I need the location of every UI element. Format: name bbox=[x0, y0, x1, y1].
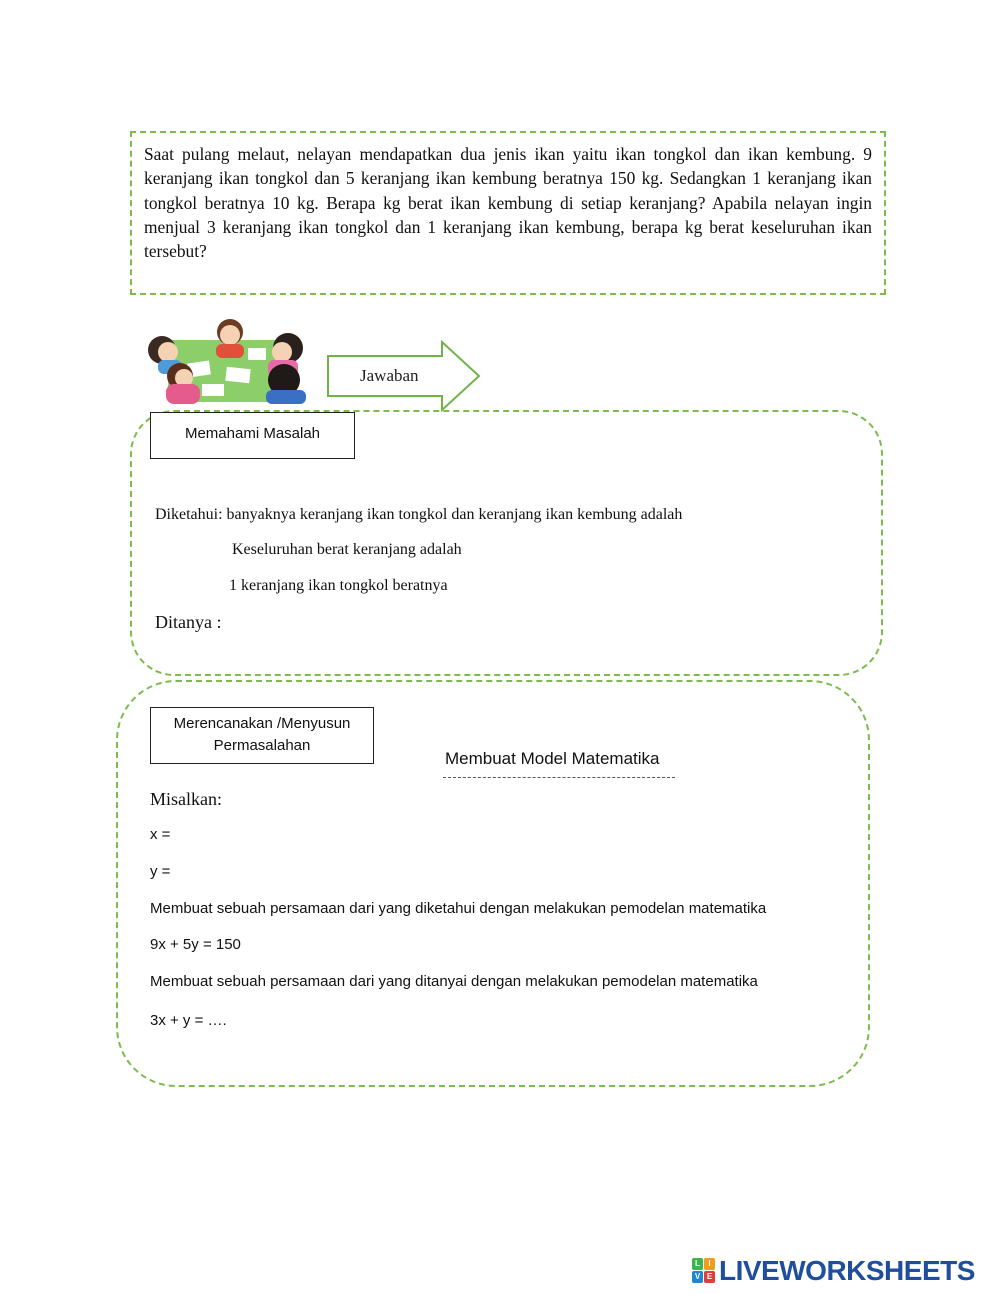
problem-box bbox=[130, 131, 886, 295]
understand-problem-title: Memahami Masalah bbox=[150, 412, 355, 459]
plan-title bbox=[150, 707, 374, 764]
model-title-underline bbox=[443, 777, 675, 778]
known-line-2: Keseluruhan berat keranjang adalah bbox=[232, 541, 462, 558]
known-line-1: Diketahui: banyaknya keranjang ikan tongkol dan keranjang ikan kembung adalah bbox=[155, 506, 683, 523]
answer-label: Jawaban bbox=[360, 366, 419, 385]
plan-title-line-2: Permasalahan bbox=[213, 737, 311, 754]
logo-mark-letter-e: E bbox=[704, 1271, 715, 1283]
model-description-known: Membuat sebuah persamaan dari yang diketahui dengan melakukan pemodelan matematika bbox=[150, 900, 767, 917]
let-label: Misalkan: bbox=[150, 789, 222, 809]
equation-known: 9x + 5y = 150 bbox=[150, 936, 241, 953]
problem-text: Saat pulang melaut, nelayan mendapatkan dua jenis ikan yaitu ikan tongkol dan ikan kembung. 9 keranjang ikan tongkol dan 5 keranjang ikan kembung beratnya 150 kg. Sedangkan 1 keranjang ikan tongkol beratnya 10 kg. Berapa kg berat ikan kembung di setiap keranjang? Apabila nelayan ingin menjual 3 keranjang ikan tongkol dan 1 keranjang ikan kembung, berapa kg berat keseluruhan ikan tersebut? bbox=[144, 144, 872, 262]
plan-title-line-1: Merencanakan /Menyusun bbox=[173, 715, 351, 732]
logo-mark-letter-i: I bbox=[704, 1258, 715, 1270]
asked-label: Ditanya : bbox=[155, 612, 222, 632]
children-discussion-illustration bbox=[128, 318, 328, 404]
known-line-3: 1 keranjang ikan tongkol beratnya bbox=[229, 577, 448, 594]
logo-mark-icon bbox=[692, 1258, 716, 1284]
x-definition: x = bbox=[150, 826, 171, 843]
equation-asked: 3x + y = …. bbox=[150, 1012, 227, 1029]
logo-text: LIVEWORKSHEETS bbox=[719, 1255, 975, 1286]
liveworksheets-logo bbox=[692, 1256, 975, 1286]
model-description-asked: Membuat sebuah persamaan dari yang ditanyai dengan melakukan pemodelan matematika bbox=[150, 973, 758, 990]
y-definition: y = bbox=[150, 863, 171, 880]
model-title: Membuat Model Matematika bbox=[445, 749, 660, 768]
logo-mark-letter-l: L bbox=[692, 1258, 703, 1270]
logo-mark-letter-v: V bbox=[692, 1271, 703, 1283]
